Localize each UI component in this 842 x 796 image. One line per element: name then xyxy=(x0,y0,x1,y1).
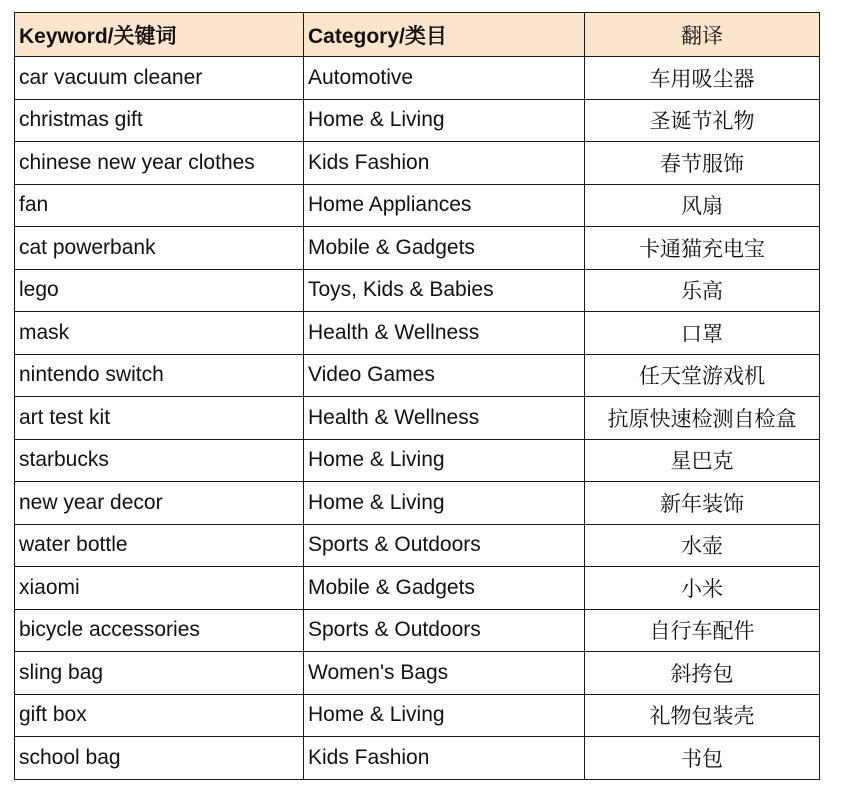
category-cell: Automotive xyxy=(304,57,585,100)
keyword-cell: new year decor xyxy=(15,482,304,525)
translation-cell: 水壶 xyxy=(585,524,820,567)
table-row xyxy=(15,567,820,610)
category-cell: Home & Living xyxy=(304,99,585,142)
category-cell: Video Games xyxy=(304,354,585,397)
translation-cell: 车用吸尘器 xyxy=(585,57,820,100)
table-row xyxy=(15,694,820,737)
keyword-cell: art test kit xyxy=(15,397,304,440)
keyword-cell: fan xyxy=(15,184,304,227)
keyword-cell: gift box xyxy=(15,694,304,737)
translation-cell: 小米 xyxy=(585,567,820,610)
keyword-cell: christmas gift xyxy=(15,99,304,142)
keyword-cell: xiaomi xyxy=(15,567,304,610)
table-row xyxy=(15,269,820,312)
category-cell: Mobile & Gadgets xyxy=(304,567,585,610)
table-row xyxy=(15,312,820,355)
keyword-cell: sling bag xyxy=(15,652,304,695)
table-row xyxy=(15,652,820,695)
category-cell: Kids Fashion xyxy=(304,142,585,185)
category-cell: Home Appliances xyxy=(304,184,585,227)
category-cell: Kids Fashion xyxy=(304,737,585,780)
table-row xyxy=(15,227,820,270)
header-category: Category/类目 xyxy=(304,13,585,57)
keyword-cell: water bottle xyxy=(15,524,304,567)
keyword-cell: mask xyxy=(15,312,304,355)
translation-cell: 卡通猫充电宝 xyxy=(585,227,820,270)
translation-cell: 星巴克 xyxy=(585,439,820,482)
keyword-cell: lego xyxy=(15,269,304,312)
category-cell: Health & Wellness xyxy=(304,397,585,440)
translation-cell: 春节服饰 xyxy=(585,142,820,185)
keyword-cell: bicycle accessories xyxy=(15,609,304,652)
table-row xyxy=(15,524,820,567)
table-row xyxy=(15,397,820,440)
keyword-cell: car vacuum cleaner xyxy=(15,57,304,100)
category-cell: Home & Living xyxy=(304,694,585,737)
table-row xyxy=(15,142,820,185)
category-cell: Home & Living xyxy=(304,439,585,482)
keyword-cell: cat powerbank xyxy=(15,227,304,270)
category-cell: Toys, Kids & Babies xyxy=(304,269,585,312)
header-translation: 翻译 xyxy=(585,13,820,57)
table-body xyxy=(15,57,820,780)
category-cell: Women's Bags xyxy=(304,652,585,695)
keyword-cell: school bag xyxy=(15,737,304,780)
translation-cell: 抗原快速检测自检盒 xyxy=(585,397,820,440)
category-cell: Home & Living xyxy=(304,482,585,525)
category-cell: Sports & Outdoors xyxy=(304,609,585,652)
keyword-cell: nintendo switch xyxy=(15,354,304,397)
translation-cell: 新年装饰 xyxy=(585,482,820,525)
table-row xyxy=(15,482,820,525)
translation-cell: 书包 xyxy=(585,737,820,780)
translation-cell: 礼物包装壳 xyxy=(585,694,820,737)
translation-cell: 口罩 xyxy=(585,312,820,355)
translation-cell: 自行车配件 xyxy=(585,609,820,652)
table-row xyxy=(15,609,820,652)
translation-cell: 风扇 xyxy=(585,184,820,227)
header-keyword: Keyword/关键词 xyxy=(15,13,304,57)
translation-cell: 乐高 xyxy=(585,269,820,312)
category-cell: Sports & Outdoors xyxy=(304,524,585,567)
keyword-table-container xyxy=(14,12,820,780)
translation-cell: 斜挎包 xyxy=(585,652,820,695)
table-row xyxy=(15,439,820,482)
keyword-table xyxy=(14,12,820,780)
category-cell: Mobile & Gadgets xyxy=(304,227,585,270)
table-row xyxy=(15,184,820,227)
translation-cell: 任天堂游戏机 xyxy=(585,354,820,397)
keyword-cell: starbucks xyxy=(15,439,304,482)
header-row xyxy=(15,13,820,57)
table-row xyxy=(15,737,820,780)
translation-cell: 圣诞节礼物 xyxy=(585,99,820,142)
table-row xyxy=(15,99,820,142)
keyword-cell: chinese new year clothes xyxy=(15,142,304,185)
table-row xyxy=(15,57,820,100)
category-cell: Health & Wellness xyxy=(304,312,585,355)
table-row xyxy=(15,354,820,397)
